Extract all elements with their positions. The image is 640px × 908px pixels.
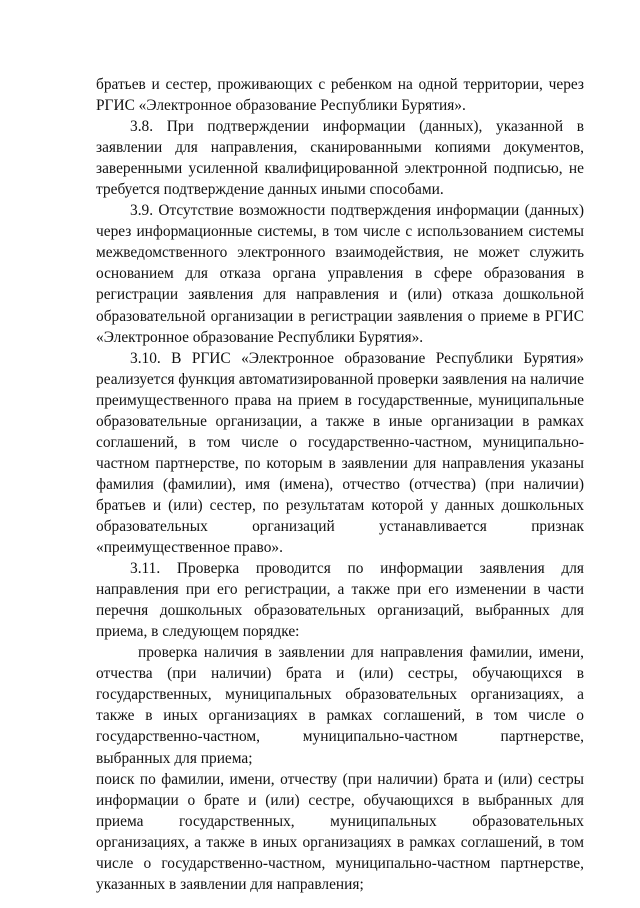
document-body (96, 74, 584, 895)
paragraph-3-10: 3.10. В РГИС «Электронное образование Республики Бурятия» реализуется функция автоматизированной проверки заявления на наличие преимущественного права на прием в государственные, муниципальные образовательные организации, а также в иные организации в рамках соглашений, в том числе о государственно-частном, муниципально-частном партнерстве, по которым в заявлении для направления указаны фамилия (фамилии), имя (имена), отчество (отчества) (при наличии) братьев и (или) сестер, по результатам которой у данных дошкольных образовательных организаций устанавливается признак «преимущественное право». (96, 349, 584, 557)
paragraph-continuation: братьев и сестер, проживающих с ребенком на одной территории, через РГИС «Электронное образование Республики Бурятия». (96, 76, 584, 115)
paragraph-check-step: проверка наличия в заявлении для направления фамилии, имени, отчества (при наличии) брата и (или) сестры, обучающихся в государственных, муниципальных образовательных организациях, а также в иных организациях в рамках соглашений, в том числе о государственно-частном, муниципально-частном партнерстве, выбранных для приема; (96, 644, 584, 767)
paragraph-3-9: 3.9. Отсутствие возможности подтверждения информации (данных) через информационные системы, в том числе с использованием системы межведомственного электронного взаимодействия, не может служить основанием для отказа органа управления в сфере образования в регистрации заявления для направления и (или) отказа дошкольной образовательной организации в регистрации заявления о приеме в РГИС «Электронное образование Республики Бурятия». (96, 202, 584, 346)
paragraph-search-step: поиск по фамилии, имени, отчеству (при наличии) брата и (или) сестры информации о брате и (или) сестре, обучающихся в выбранных для приема государственных, муниципальных образовательных организациях, а также в иных организациях в рамках соглашений, в том числе о государственно-частном, муниципально-частном партнерстве, указанных в заявлении для направления; (96, 770, 584, 893)
paragraph-3-8: 3.8. При подтверждении информации (данных), указанной в заявлении для направления, сканированными копиями документов, заверенными усиленной квалифицированной электронной подписью, не требуется подтверждение данных иными способами. (96, 118, 584, 199)
paragraph-3-11: 3.11. Проверка проводится по информации заявления для направления при его регистрации, а также при его изменении в части перечня дошкольных образовательных организаций, выбранных для приема, в следующем порядке: (96, 560, 584, 641)
